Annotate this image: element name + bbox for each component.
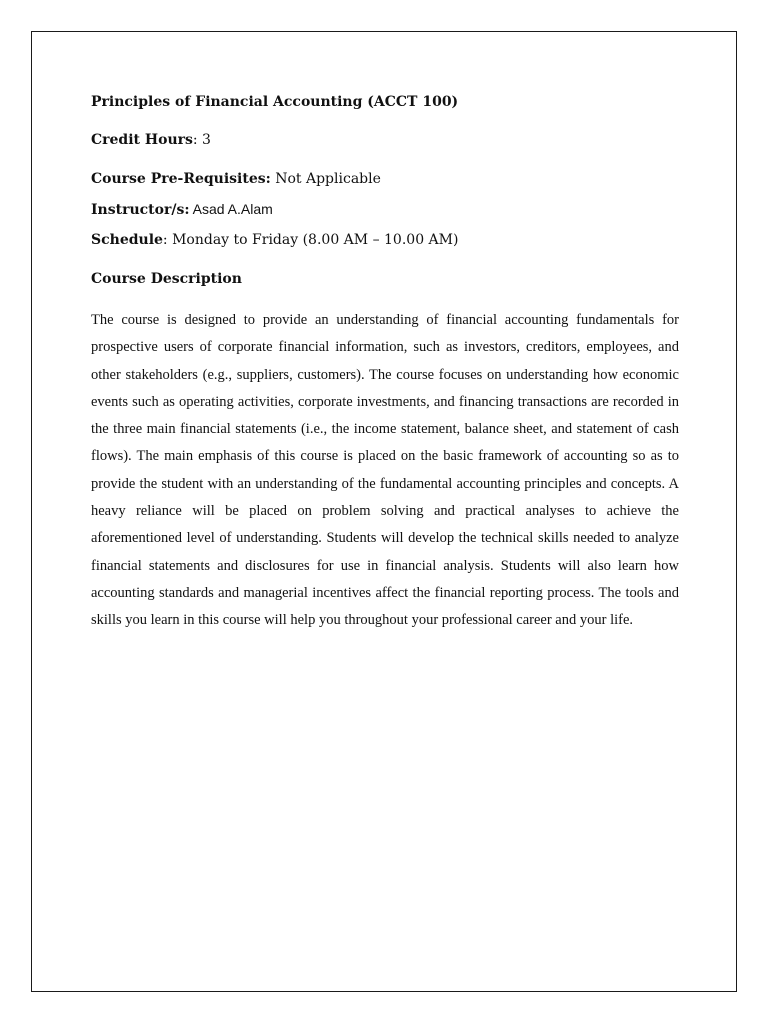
credit-hours-value: : 3: [192, 132, 211, 148]
credit-hours-label: Credit Hours: [91, 132, 193, 148]
document-content: [91, 92, 679, 635]
description-heading: Course Description: [91, 271, 242, 287]
instructor-label: Instructor/s:: [91, 202, 190, 218]
prerequisites-value: Not Applicable: [270, 171, 381, 187]
schedule-field: [91, 230, 679, 250]
course-description: The course is designed to provide an understanding of financial accounting fundamentals for prospective users of corporate financial information, such as investors, creditors, employees, and other stakeholders (e.g., suppliers, customers). The course focuses on understanding how economic events such as operating activities, corporate investments, and financing transactions are recorded in the three main financial statements (i.e., the income statement, balance sheet, and statement of cash flows). The main emphasis of this course is placed on the basic framework of accounting so as to provide the student with an understanding of the fundamental accounting principles and concepts. A heavy reliance will be placed on problem solving and practical analyses to achieve the aforementioned level of understanding. Students will develop the technical skills needed to analyze financial statements and disclosures for use in financial analysis. Students will also learn how accounting standards and managerial incentives affect the financial reporting process. The tools and skills you learn in this course will help you throughout your professional career and your life.: [91, 312, 679, 629]
course-title: Principles of Financial Accounting (ACCT 100): [91, 94, 459, 110]
prerequisites-label: Course Pre-Requisites:: [91, 171, 271, 187]
instructor-field: [91, 199, 679, 220]
schedule-value: : Monday to Friday (8.00 AM – 10.00 AM): [162, 232, 459, 248]
credit-hours-field: [91, 130, 679, 150]
prerequisites-field: [91, 169, 679, 189]
instructor-value: Asad A.Alam: [189, 201, 273, 217]
schedule-label: Schedule: [91, 232, 163, 248]
document-page: [31, 31, 737, 992]
